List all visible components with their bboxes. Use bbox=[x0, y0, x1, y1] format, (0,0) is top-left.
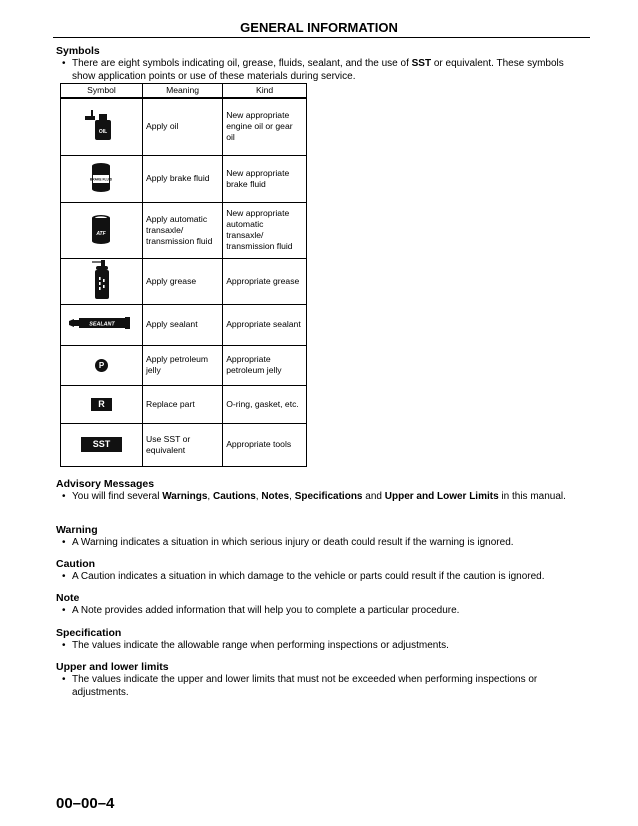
meaning-cell: Apply automatic transaxle/ transmission fluid bbox=[142, 202, 222, 258]
oil-can-icon bbox=[81, 108, 121, 142]
warning-heading: Warning bbox=[56, 524, 98, 536]
table-row bbox=[61, 423, 307, 466]
meaning-cell: Apply sealant bbox=[142, 304, 222, 345]
meaning-cell: Apply grease bbox=[142, 258, 222, 304]
limits-bullet bbox=[62, 673, 582, 699]
symbols-intro-text: There are eight symbols indicating oil, grease, fluids, sealant, and the use of SST or equivalent. These symbols show application points or use of these materials during service. bbox=[72, 58, 564, 82]
table-row bbox=[61, 155, 307, 202]
warning-bullet bbox=[62, 536, 582, 549]
advisory-heading: Advisory Messages bbox=[56, 478, 155, 490]
caution-heading: Caution bbox=[56, 558, 96, 570]
brake-fluid-can-icon bbox=[84, 161, 118, 193]
table-header-row bbox=[61, 84, 307, 99]
note-text: A Note provides added information that will help you to complete a particular procedure. bbox=[72, 605, 460, 616]
meaning-cell: Use SST or equivalent bbox=[142, 423, 222, 466]
specification-bullet bbox=[62, 639, 582, 652]
symbol-cell bbox=[61, 258, 143, 304]
col-header-symbol: Symbol bbox=[61, 84, 143, 99]
kind-cell: O-ring, gasket, etc. bbox=[223, 385, 307, 423]
sst-icon: SST bbox=[81, 437, 123, 452]
title-rule bbox=[53, 37, 590, 38]
col-header-meaning: Meaning bbox=[142, 84, 222, 99]
meaning-cell: Apply petroleum jelly bbox=[142, 345, 222, 385]
petroleum-jelly-icon: P bbox=[95, 359, 108, 372]
symbols-heading: Symbols bbox=[56, 45, 100, 57]
caution-bullet bbox=[62, 570, 582, 583]
bullet: • bbox=[62, 571, 66, 582]
replace-part-icon: R bbox=[91, 398, 112, 411]
table-row bbox=[61, 258, 307, 304]
specification-text: The values indicate the allowable range when performing inspections or adjustments. bbox=[72, 640, 449, 651]
col-header-kind: Kind bbox=[223, 84, 307, 99]
symbol-cell bbox=[61, 423, 143, 466]
bullet: • bbox=[62, 605, 66, 616]
specification-heading: Specification bbox=[56, 627, 122, 639]
table-row bbox=[61, 345, 307, 385]
note-heading: Note bbox=[56, 592, 80, 604]
bullet: • bbox=[62, 491, 66, 502]
symbol-cell bbox=[61, 98, 143, 155]
kind-cell: Appropriate grease bbox=[223, 258, 307, 304]
kind-cell: New appropriate automatic transaxle/ transmission fluid bbox=[223, 202, 307, 258]
bullet: • bbox=[62, 537, 66, 548]
symbol-cell bbox=[61, 345, 143, 385]
page-number: 00–00–4 bbox=[56, 795, 115, 812]
grease-spray-icon bbox=[84, 259, 118, 301]
symbols-intro bbox=[62, 57, 582, 83]
sealant-tube-icon bbox=[68, 316, 134, 330]
advisory-bullet bbox=[62, 490, 582, 503]
symbol-cell bbox=[61, 155, 143, 202]
kind-cell: Appropriate tools bbox=[223, 423, 307, 466]
meaning-cell: Replace part bbox=[142, 385, 222, 423]
atf-can-icon bbox=[84, 212, 118, 246]
svg-text:SEALANT: SEALANT bbox=[89, 321, 116, 328]
svg-text:OIL: OIL bbox=[99, 129, 108, 136]
warning-text: A Warning indicates a situation in which serious injury or death could result if the warning is ignored. bbox=[72, 537, 514, 548]
bullet: • bbox=[62, 58, 66, 69]
limits-text: The values indicate the upper and lower limits that must not be exceeded when performing inspections or adjustments. bbox=[72, 674, 538, 698]
table-row bbox=[61, 202, 307, 258]
symbol-cell bbox=[61, 385, 143, 423]
kind-cell: Appropriate sealant bbox=[223, 304, 307, 345]
symbol-cell bbox=[61, 202, 143, 258]
symbol-cell bbox=[61, 304, 143, 345]
meaning-cell: Apply oil bbox=[142, 98, 222, 155]
bullet: • bbox=[62, 640, 66, 651]
advisory-text: You will find several Warnings, Cautions, Notes, Specifications and Upper and Lower Limits in this manual. bbox=[72, 491, 566, 502]
meaning-cell: Apply brake fluid bbox=[142, 155, 222, 202]
svg-text:BRAKE FLUID: BRAKE FLUID bbox=[90, 177, 113, 182]
table-row bbox=[61, 98, 307, 155]
symbols-table bbox=[60, 83, 307, 467]
page-title: GENERAL INFORMATION bbox=[240, 20, 398, 35]
table-row bbox=[61, 385, 307, 423]
kind-cell: New appropriate brake fluid bbox=[223, 155, 307, 202]
caution-text: A Caution indicates a situation in which damage to the vehicle or parts could result if the caution is ignored. bbox=[72, 571, 545, 582]
kind-cell: Appropriate petroleum jelly bbox=[223, 345, 307, 385]
note-bullet bbox=[62, 604, 582, 617]
kind-cell: New appropriate engine oil or gear oil bbox=[223, 98, 307, 155]
limits-heading: Upper and lower limits bbox=[56, 661, 169, 673]
table-row bbox=[61, 304, 307, 345]
bullet: • bbox=[62, 674, 66, 685]
svg-text:ATF: ATF bbox=[96, 230, 107, 237]
